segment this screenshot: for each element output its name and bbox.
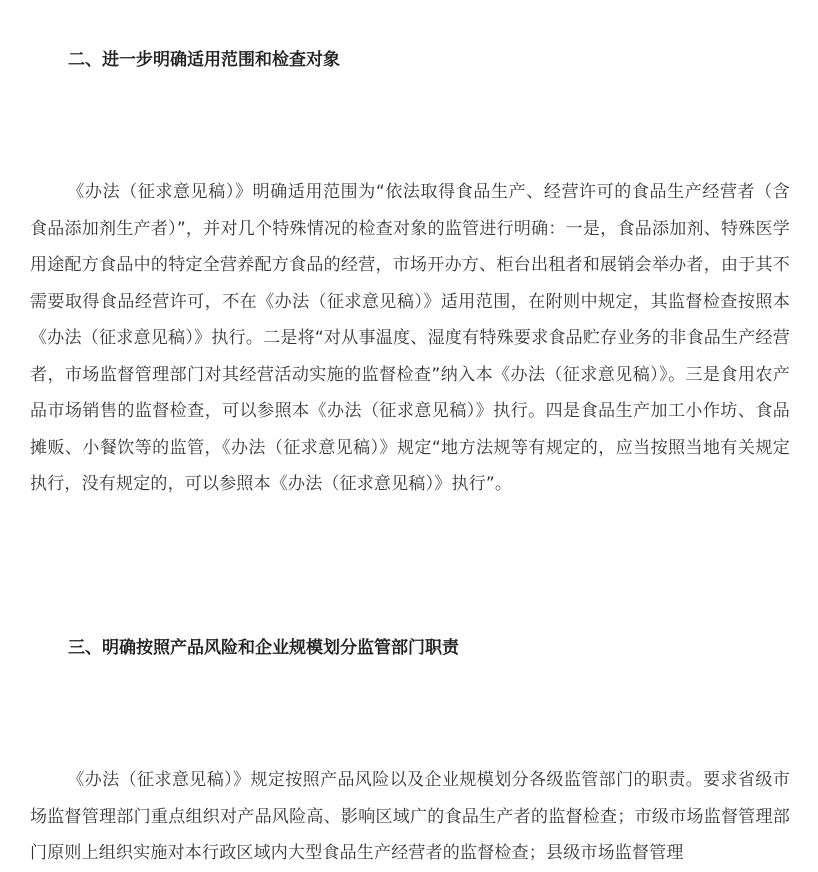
section-heading-responsibilities: 三、明确按照产品风险和企业规模划分监管部门职责 [68, 638, 459, 658]
section-paragraph-scope: 《办法（征求意见稿）》明确适用范围为“依法取得食品生产、经营许可的食品生产经营者（含食品添加剂生产者）”，并对几个特殊情况的检查对象的监管进行明确：一是，食品添加剂、特殊医学用途配方食品中的特定全营养配方食品的经营，市场开办方、柜台出租者和展销会举办者，由于其不需要取得食品经营许可，不在《办法（征求意见稿）》适用范围，在附则中规定，其监督检查按照本《办法（征求意见稿）》执行。二是将“对从事温度、湿度有特殊要求食品贮存业务的非食品生产经营者，市场监督管理部门对其经营活动实施的监督检查”纳入本《办法（征求意见稿）》。三是食用农产品市场销售的监督检查，可以参照本《办法（征求意见稿）》执行。四是食品生产加工小作坊、食品摊贩、小餐饮等的监管，《办法（征求意见稿）》规定“地方法规等有规定的，应当按照当地有关规定执行，没有规定的，可以参照本《办法（征求意见稿）》执行”。 [30, 182, 790, 494]
section-paragraph-responsibilities: 《办法（征求意见稿）》规定按照产品风险以及企业规模划分各级监管部门的职责。要求省级市场监督管理部门重点组织对产品风险高、影响区域广的食品生产者的监督检查；市级市场监督管理部门原则上组织实施对本行政区域内大型食品生产经营者的监督检查；县级市场监督管理 [30, 770, 790, 863]
section-heading-scope: 二、进一步明确适用范围和检查对象 [68, 50, 340, 70]
